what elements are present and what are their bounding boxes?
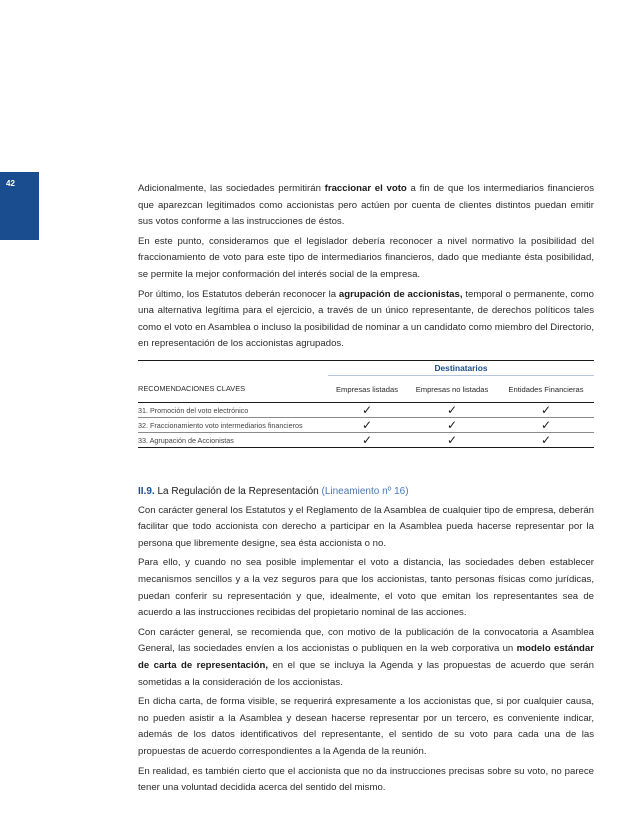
table-row-label: 31. Promoción del voto electrónico: [138, 403, 328, 418]
section-number: II.9.: [138, 486, 155, 497]
checkmark-icon: ✓: [498, 433, 594, 448]
table-empty-corner: [138, 361, 328, 376]
section-paragraph: [138, 694, 594, 760]
section-paragraph: [138, 764, 594, 797]
emphasis-text: agrupación de accionistas,: [338, 288, 463, 300]
checkmark-icon: ✓: [498, 403, 594, 418]
section-paragraph: [138, 625, 594, 691]
section-paragraph: [138, 555, 594, 621]
body-text: Por último, los Estatutos deberán reconocer la: [138, 288, 339, 300]
body-text: temporal o permanente, como una alternativa legítima para el ejercicio, a través de un único representante, de derechos políticos tales como el voto en Asamblea o incluso la posibilidad de nominar a un candidato como miembro del Directorio, en representación de los accionistas agrupados.: [138, 288, 594, 350]
section-body: [138, 503, 594, 797]
body-text: En realidad, es también cierto que el accionista que no da instrucciones precisas sobre su voto, no parece tener una voluntad decidida acerca del sentido del mismo.: [138, 765, 594, 794]
checkmark-icon: ✓: [328, 433, 406, 448]
table-row: [138, 418, 594, 433]
body-text: Adicionalmente, las sociedades permitirán: [138, 183, 325, 194]
emphasis-text: modelo estándar de carta de representación,: [138, 643, 594, 671]
table-header-recommendations: RECOMENDACIONES CLAVES: [138, 376, 328, 403]
table-row: [138, 433, 594, 448]
table-header-financial: Entidades Financieras: [498, 376, 594, 403]
section-paragraph: [138, 503, 594, 553]
body-text: En este punto, consideramos que el legislador debería reconocer a nivel normativo la posibilidad del fraccionamiento de voto para este tipo de intermediarios financieros, dado que mediante ésta posibilidad, se permite la mejor conformación del interés social de la empresa.: [138, 235, 594, 280]
table-header-unlisted: Empresas no listadas: [406, 376, 498, 403]
intro-text: [138, 181, 594, 356]
recommendations-table: [138, 360, 594, 448]
table-group-header-cell: [328, 361, 594, 376]
page-number-tab: [0, 172, 39, 240]
section-title: La Regulación de la Representación: [157, 486, 319, 497]
section-representation: [138, 484, 594, 800]
table-row-label: 32. Fraccionamiento voto intermediarios financieros: [138, 418, 328, 433]
table-row-label: 33. Agrupación de Accionistas: [138, 433, 328, 448]
checkmark-icon: ✓: [498, 418, 594, 433]
body-text: a fin de que los intermediarios financieros que aparezcan legitimados como accionistas pero actúen por cuenta de clientes distintos puedan emitir sus votos conforme a las instrucciones de éstos.: [138, 183, 595, 228]
checkmark-icon: ✓: [328, 418, 406, 433]
checkmark-icon: ✓: [406, 433, 498, 448]
table-row: [138, 403, 594, 418]
section-reference: (Lineamiento nº 16): [321, 486, 409, 497]
body-text: Con carácter general, se recomienda que, con motivo de la publicación de la convocatoria a Asamblea General, las sociedades envíen a los accionistas o publiquen en la web corporativa un: [138, 626, 594, 655]
intro-paragraph: [138, 234, 594, 284]
page-number: 42: [6, 179, 15, 188]
intro-paragraph: [138, 287, 594, 353]
table-header-listed: Empresas listadas: [328, 376, 406, 403]
body-text: en el que se incluya la Agenda y las propuestas de acuerdo que serán sometidas a la consideración de los accionistas.: [138, 659, 594, 688]
body-text: Para ello, y cuando no sea posible implementar el voto a distancia, las sociedades deben establecer mecanismos sencillos y a la vez seguros para que los accionistas, tanto personas físicas como jurídicas, puedan conferir su representación y que, idealmente, el voto que emitan los representantes sea de acuerdo a las instrucciones recibidas del propietario nominal de las acciones.: [138, 557, 594, 619]
checkmark-icon: ✓: [328, 403, 406, 418]
intro-paragraph: [138, 181, 594, 231]
checkmark-icon: ✓: [406, 418, 498, 433]
body-text: Con carácter general los Estatutos y el Reglamento de la Asamblea de cualquier tipo de empresa, deberán facilitar que todo accionista con derecho a participar en la Asamblea pueda hacerse representar por la persona que libremente designe, sea ésta accionista o no.: [138, 504, 594, 549]
checkmark-icon: ✓: [406, 403, 498, 418]
table-group-header: Destinatarios: [434, 363, 488, 373]
section-heading: [138, 484, 594, 501]
emphasis-text: fraccionar el voto: [324, 183, 407, 194]
body-text: En dicha carta, de forma visible, se requerirá expresamente a los accionistas que, si por cualquier causa, no pueden asistir a la Asamblea y desean hacerse representar por un tercero, es conveniente indicar, además de los datos identificativos del representante, el sentido de su voto para cada una de las propuestas de acuerdo correspondientes a la Agenda de la reunión.: [138, 696, 594, 757]
table-header-row: [138, 376, 594, 403]
